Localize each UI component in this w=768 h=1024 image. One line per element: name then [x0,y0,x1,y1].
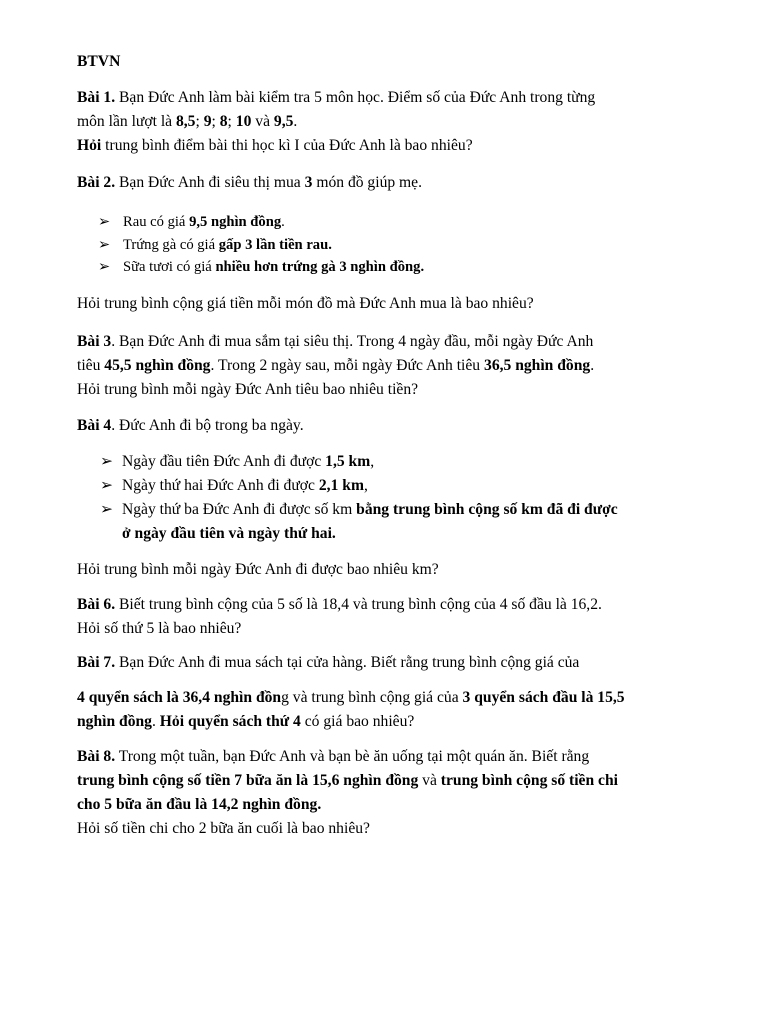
arrow-bullet-icon: ➢ [98,259,111,275]
text-run: Biết trung bình cộng của 5 số là 18,4 và trung bình cộng của 4 số đầu là 16,2. [115,596,602,613]
text-run: Ngày thứ hai Đức Anh đi được [122,477,319,494]
exercise-6-line-1 [77,593,717,617]
exercise-4-item-3-continued [122,522,336,546]
text-run: và [251,113,274,130]
exercise-4-question [77,558,717,582]
document-title: BTVN [77,53,121,70]
text-run: . [281,214,285,230]
text-run: có giá bao nhiêu? [300,713,415,730]
text-run: Bạn Đức Anh đi siêu thị mua [115,174,305,191]
text-run: . Trong 2 ngày sau, mỗi ngày Đức Anh tiêu [210,357,485,374]
text-run: Sữa tươi có giá [123,259,216,275]
arrow-bullet-icon: ➢ [100,501,114,518]
text-run: Hỏi số thứ 5 là bao nhiêu? [77,620,242,637]
exercise-3-line-2 [77,354,717,378]
bold-text-run: 9 [203,113,212,130]
text-run: , [363,477,368,494]
bold-text-run: nhiều hơn trứng gà 3 nghìn đồng. [215,259,425,275]
bold-text-run: 4 quyển sách là 36,4 nghìn đồn [77,689,282,706]
text-run: Bạn Đức Anh đi mua sách tại cửa hàng. Biết rằng trung bình cộng giá của [115,654,580,671]
exercise-2-item-1 [123,210,285,234]
bold-text-run: Hỏi quyển sách thứ 4 [159,713,301,730]
text-run: Trứng gà có giá [123,237,219,253]
exercise-2-line-1 [77,171,717,195]
text-run: Bạn Đức Anh làm bài kiểm tra 5 môn học. Điểm số của Đức Anh trong từng [115,89,596,106]
bold-text-run: trung bình cộng số tiền 7 bữa ăn là 15,6 nghìn đồng [77,772,419,789]
exercise-2-question [77,292,717,316]
text-run: Trong một tuần, bạn Đức Anh và bạn bè ăn uống tại một quán ăn. Biết rằng [115,748,590,765]
bold-text-run: 2,1 km [318,477,364,494]
bold-text-run: 1,5 km [325,453,371,470]
text-run: Ngày đầu tiên Đức Anh đi được [122,453,326,470]
exercise-4-item-3 [122,498,618,522]
bold-text-run: 8 [219,113,228,130]
bold-text-run: Hỏi [77,137,102,154]
bold-text-run: 9,5 [273,113,294,130]
bold-text-run: trung bình cộng số tiền chi [440,772,618,789]
text-run: môn lần lượt là [77,113,176,130]
bold-text-run: gấp 3 lần tiền rau. [218,237,332,253]
exercise-4-item-2 [122,474,368,498]
exercise-8 [77,745,717,841]
exercise-7-line-1 [77,651,717,675]
bold-text-run: bằng trung bình cộng số km đã đi được [356,501,618,518]
bold-text-run: Bài 8. [77,748,116,765]
bold-text-run: Bài 3 [77,333,112,350]
arrow-bullet-icon: ➢ [98,214,111,230]
exercise-7-line-2 [77,686,717,710]
text-run: . Bạn Đức Anh đi mua sắm tại siêu thị. Trong 4 ngày đầu, mỗi ngày Đức Anh [111,333,594,350]
bold-text-run: 3 [304,174,313,191]
exercise-1-line-2 [77,110,717,134]
exercise-2-item-3 [123,255,424,279]
exercise-4-line-1 [77,414,717,438]
text-run: ; [195,113,204,130]
exercise-1-line-1 [77,86,717,110]
text-run: . [590,357,595,374]
exercise-8-line-3 [77,793,717,817]
exercise-1-line-3 [77,134,717,158]
exercise-6 [77,593,717,641]
bold-text-run: Bài 7. [77,654,116,671]
bold-text-run: 9,5 nghìn đồng [189,214,282,230]
text-run: . [293,113,298,130]
arrow-bullet-icon: ➢ [100,477,114,494]
text-run: . [151,713,160,730]
bold-text-run: Bài 1. [77,89,116,106]
bold-text-run: ở ngày đầu tiên và ngày thứ hai. [122,525,336,542]
text-run: Hỏi trung bình mỗi ngày Đức Anh tiêu bao nhiêu tiền? [77,381,419,398]
bold-text-run: cho 5 bữa ăn đầu là 14,2 nghìn đồng. [77,796,322,813]
exercise-6-line-2 [77,617,717,641]
text-run: Hỏi trung bình cộng giá tiền mỗi món đồ mà Đức Anh mua là bao nhiêu? [77,295,534,312]
bold-text-run: 10 [235,113,252,130]
text-run: món đồ giúp mẹ. [312,174,423,191]
exercise-8-line-2 [77,769,717,793]
bold-text-run: 8,5 [175,113,196,130]
text-run: Rau có giá [123,214,190,230]
exercise-3 [77,330,717,402]
text-run: và [418,772,441,789]
text-run: , [370,453,375,470]
exercise-3-line-1 [77,330,717,354]
exercise-4-item-1 [122,450,374,474]
bold-text-run: 3 quyển sách đầu là 15,5 [462,689,625,706]
bold-text-run: 36,5 nghìn đồng [484,357,591,374]
bold-text-run: nghìn đồng [77,713,152,730]
text-run: Ngày thứ ba Đức Anh đi được số km [122,501,357,518]
arrow-bullet-icon: ➢ [100,453,114,470]
text-run: tiêu [77,357,105,374]
bold-text-run: Bài 2. [77,174,116,191]
exercise-2-item-2 [123,233,332,257]
exercise-8-line-1 [77,745,717,769]
text-run: ; [211,113,220,130]
text-run: g và trung bình cộng giá của [281,689,463,706]
text-run: . Đức Anh đi bộ trong ba ngày. [111,417,304,434]
exercise-7-line-3 [77,710,717,734]
bold-text-run: Bài 4 [77,417,112,434]
text-run: Hỏi trung bình mỗi ngày Đức Anh đi được bao nhiêu km? [77,561,439,578]
bold-text-run: 45,5 nghìn đồng [104,357,211,374]
bold-text-run: Bài 6. [77,596,116,613]
text-run: Hỏi số tiền chi cho 2 bữa ăn cuối là bao nhiêu? [77,820,370,837]
text-run: trung bình điểm bài thi học kì I của Đức Anh là bao nhiêu? [101,137,473,154]
text-run: ; [227,113,236,130]
arrow-bullet-icon: ➢ [98,237,111,253]
exercise-7 [77,686,717,734]
exercise-3-line-3 [77,378,717,402]
exercise-8-line-4 [77,817,717,841]
exercise-1 [77,86,717,158]
